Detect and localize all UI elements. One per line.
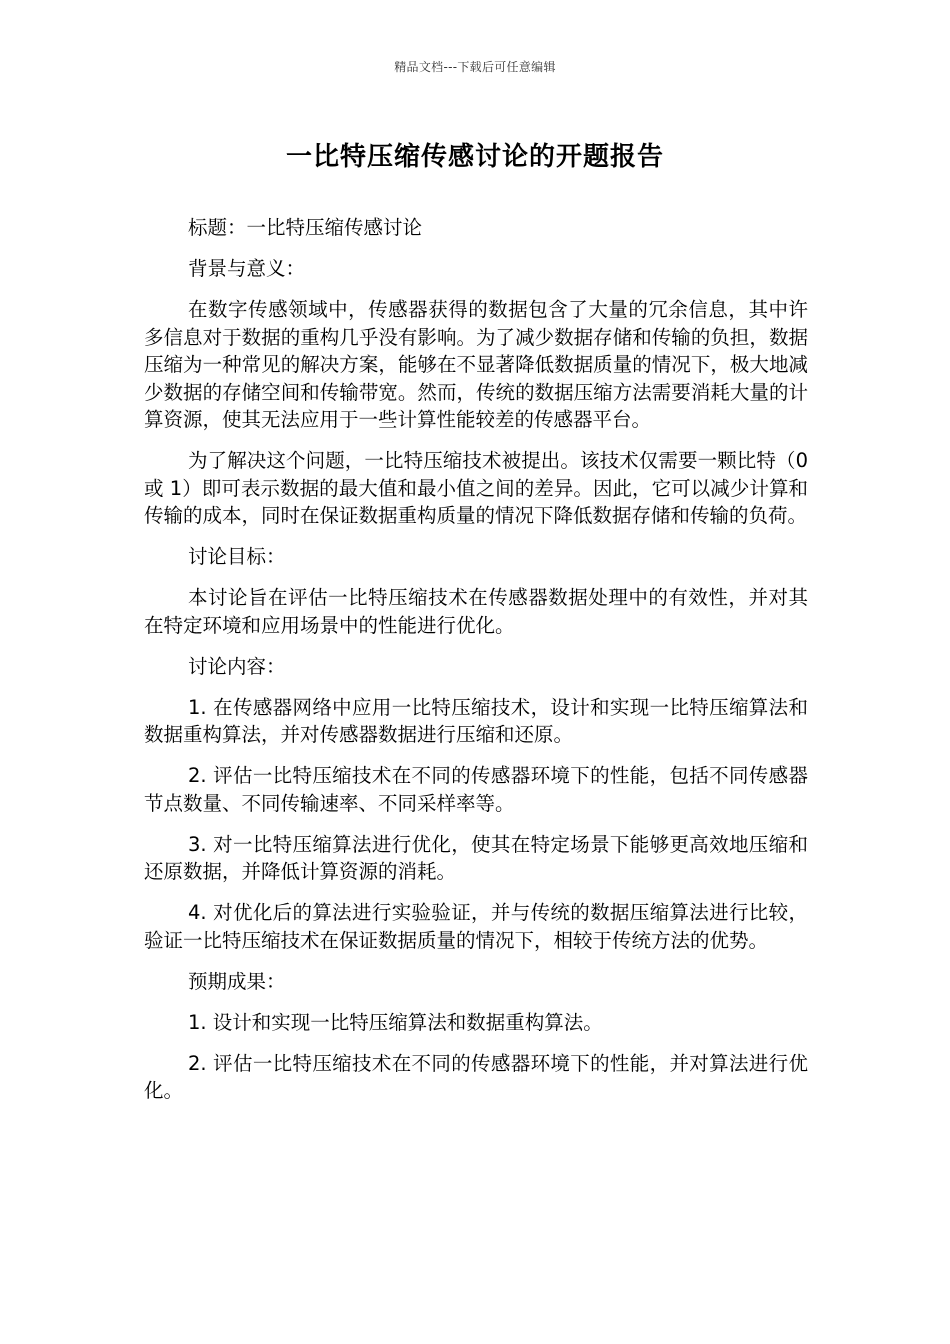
- content-item-2: 2. 评估一比特压缩技术在不同的传感器环境下的性能，包括不同传感器节点数量、不同传输速率、不同采样率等。: [144, 764, 808, 815]
- result-item-1: 1. 设计和实现一比特压缩算法和数据重构算法。: [188, 1010, 603, 1034]
- paragraph-background-2: 为了解决这个问题，一比特压缩技术被提出。该技术仅需要一颗比特（0 或 1）即可表示数据的最大值和最小值之间的差异。因此，它可以减少计算和传输的成本，同时在保证数据重构质量的情况下降低数据存储和传输的负荷。: [144, 449, 808, 527]
- heading-expected-results: 预期成果：: [188, 969, 286, 993]
- content-item-3: 3. 对一比特压缩算法进行优化，使其在特定场景下能够更高效地压缩和还原数据，并降低计算资源的消耗。: [144, 832, 808, 883]
- header-note: 精品文档---下载后可任意编辑: [394, 60, 556, 74]
- document-body: [144, 214, 808, 1118]
- paragraph-objective: 本讨论旨在评估一比特压缩技术在传感器数据处理中的有效性，并对其在特定环境和应用场景中的性能进行优化。: [144, 586, 808, 637]
- paragraph-title-line: 标题：一比特压缩传感讨论: [188, 216, 423, 239]
- paragraph-background-1: 在数字传感领域中，传感器获得的数据包含了大量的冗余信息，其中许多信息对于数据的重构几乎没有影响。为了减少数据存储和传输的负担，数据压缩为一种常见的解决方案，能够在不显著降低数据质量的情况下，极大地减少数据的存储空间和传输带宽。然而，传统的数据压缩方法需要消耗大量的计算资源，使其无法应用于一些计算性能较差的传感器平台。: [144, 298, 808, 431]
- heading-content: 讨论内容：: [188, 654, 286, 678]
- heading-objective: 讨论目标：: [188, 545, 286, 568]
- heading-background: 背景与意义：: [188, 257, 306, 280]
- content-item-1: 1. 在传感器网络中应用一比特压缩技术，设计和实现一比特压缩算法和数据重构算法，并对传感器数据进行压缩和还原。: [144, 695, 808, 746]
- document-title: 一比特压缩传感讨论的开题报告: [285, 142, 664, 172]
- result-item-2: 2. 评估一比特压缩技术在不同的传感器环境下的性能，并对算法进行优化。: [144, 1051, 808, 1102]
- content-item-4: 4. 对优化后的算法进行实验验证，并与传统的数据压缩算法进行比较，验证一比特压缩技术在保证数据质量的情况下，相较于传统方法的优势。: [144, 901, 808, 952]
